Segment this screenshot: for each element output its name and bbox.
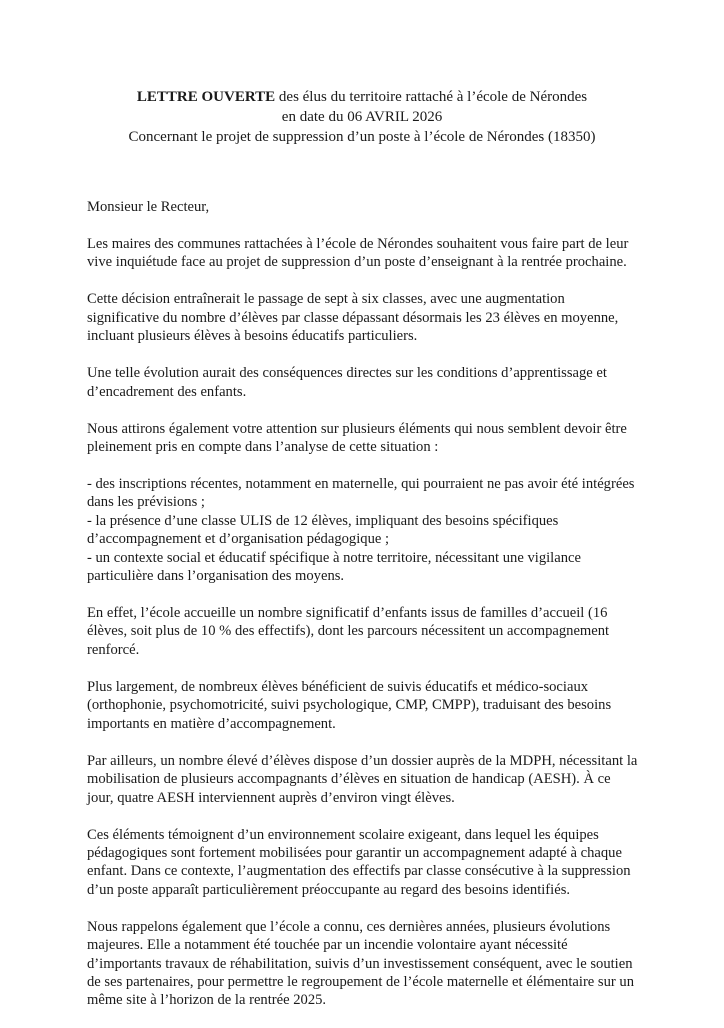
paragraph-line: renforcé.	[87, 641, 140, 658]
paragraph-line: Nous attirons également votre attention sur plusieurs éléments qui nous semblent devoir être	[87, 420, 627, 437]
paragraph-line: Ces éléments témoignent d’un environnement scolaire exigeant, dans lequel les équipes	[87, 826, 599, 843]
letter-paragraph	[87, 290, 659, 345]
letter-paragraph	[87, 752, 659, 807]
paragraph-line: enfant. Dans ce contexte, l’augmentation des effectifs par classe consécutive à la suppression	[87, 863, 631, 880]
paragraph-line: Cette décision entraînerait le passage de sept à six classes, avec une augmentation	[87, 291, 565, 308]
letter-paragraph	[87, 420, 659, 457]
paragraph-line: mobilisation de plusieurs accompagnants d’élèves en situation de handicap (AESH). À ce	[87, 771, 611, 788]
paragraph-line: importants en matière d’accompagnement.	[87, 715, 336, 732]
paragraph-line: de ses partenaires, pour permettre le regroupement de l’école maternelle et élémentaire sur un	[87, 973, 635, 990]
paragraph-line: Les maires des communes rattachées à l’école de Nérondes souhaitent vous faire part de leur	[87, 236, 629, 252]
letter-header	[60, 87, 664, 147]
paragraph-line: incluant plusieurs élèves à besoins éducatifs particuliers.	[87, 328, 418, 345]
paragraph-line: (orthophonie, psychomotricité, suivi psychologique, CMP, CMPP), traduisant des besoins	[87, 697, 612, 714]
paragraph-line: dans les prévisions ;	[87, 494, 205, 511]
paragraph-line: Plus largement, de nombreux élèves bénéficient de suivis éducatifs et médico-sociaux	[87, 678, 589, 695]
paragraph-line: significative du nombre d’élèves par classe dépassant désormais les 23 élèves en moyenne,	[87, 309, 619, 326]
salutation: Monsieur le Recteur,	[87, 199, 210, 215]
letter-paragraph	[87, 235, 659, 272]
paragraph-line: Par ailleurs, un nombre élevé d’élèves dispose d’un dossier auprès de la MDPH, nécessitant la	[87, 752, 638, 769]
paragraph-line: majeures. Elle a notamment été touchée par un incendie volontaire ayant nécessité	[87, 937, 568, 954]
header-date-line: en date du 06 AVRIL 2026	[281, 109, 443, 125]
paragraph-line: Une telle évolution aurait des conséquences directes sur les conditions d’apprentissage et	[87, 365, 607, 382]
paragraph-line: même site à l’horizon de la rentrée 2025.	[87, 992, 327, 1009]
letter-paragraph	[87, 475, 659, 585]
paragraph-line: jour, quatre AESH interviennent auprès d’environ vingt élèves.	[87, 789, 455, 806]
header-title-bold: LETTRE OUVERTE	[136, 89, 276, 105]
paragraph-line: vive inquiétude face au projet de suppression d’un poste d’enseignant à la rentrée prochaine.	[87, 254, 627, 271]
paragraph-line: d’accompagnement et d’organisation pédagogique ;	[87, 531, 390, 548]
paragraph-line: - un contexte social et éducatif spécifique à notre territoire, nécessitant une vigilance	[87, 549, 581, 566]
paragraph-line: élèves, soit plus de 10 % des effectifs), dont les parcours nécessitent un accompagnement	[87, 623, 610, 640]
paragraph-line: particulière dans l’organisation des moyens.	[87, 568, 345, 585]
paragraph-line: Nous rappelons également que l’école a connu, ces dernières années, plusieurs évolutions	[87, 918, 611, 935]
letter-paragraph	[87, 678, 659, 733]
paragraph-line: d’importants travaux de réhabilitation, suivis d’un investissement conséquent, avec le soutien	[87, 955, 633, 972]
letter-paragraph	[87, 604, 659, 659]
letter-body	[87, 198, 659, 1028]
paragraph-line: - la présence d’une classe ULIS de 12 élèves, impliquant des besoins spécifiques	[87, 512, 559, 529]
paragraph-line: - des inscriptions récentes, notamment en maternelle, qui pourraient ne pas avoir été intégrées	[87, 476, 635, 493]
header-title-rest: des élus du territoire rattaché à l’école de Nérondes	[275, 89, 588, 105]
paragraph-line: pleinement pris en compte dans l’analyse de cette situation :	[87, 439, 439, 456]
paragraph-line: En effet, l’école accueille un nombre significatif d’enfants issus de familles d’accueil (16	[87, 605, 608, 622]
letter-paragraph	[87, 918, 659, 1010]
letter-paragraph	[87, 364, 659, 401]
paragraph-line: d’un poste apparaît particulièrement préoccupante au regard des besoins identifiés.	[87, 881, 571, 898]
letter-paragraph	[87, 826, 659, 900]
header-title-line	[60, 87, 664, 107]
paragraph-line: d’encadrement des enfants.	[87, 383, 247, 400]
paragraph-line: pédagogiques sont fortement mobilisées pour garantir un accompagnement adapté à chaque	[87, 844, 622, 861]
header-subject-line: Concernant le projet de suppression d’un poste à l’école de Nérondes (18350)	[128, 129, 596, 145]
